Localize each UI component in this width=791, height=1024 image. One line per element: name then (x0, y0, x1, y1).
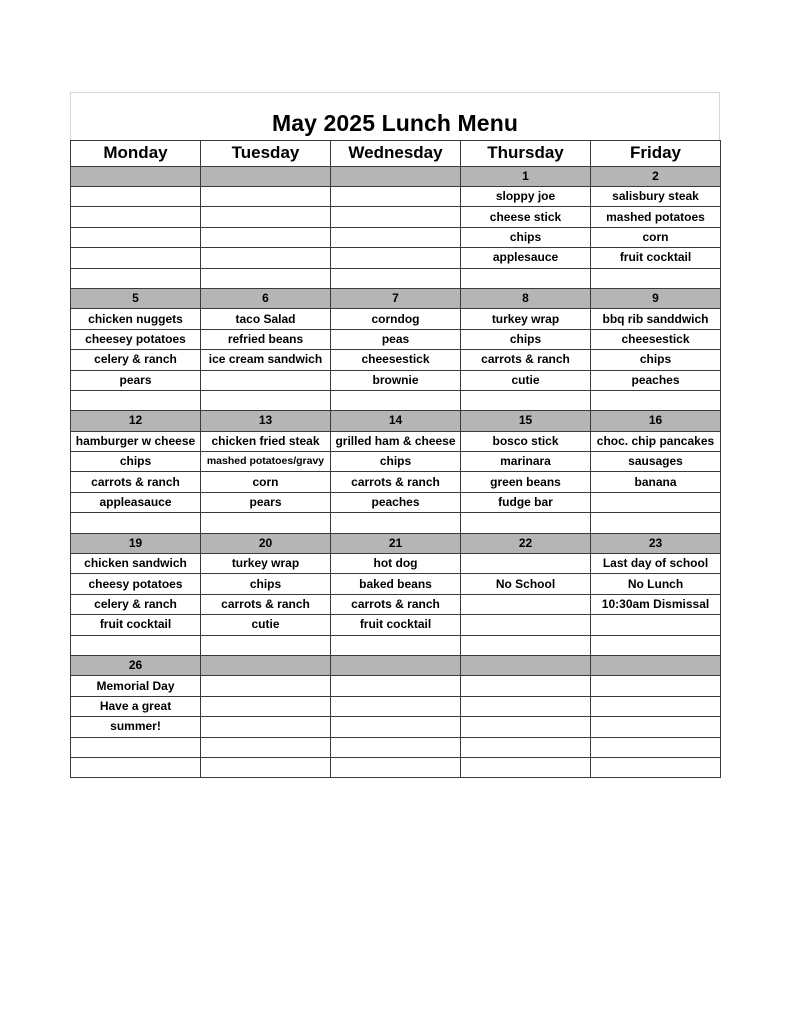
menu-item-cell-wednesday (331, 390, 461, 410)
menu-item-cell-thursday: cheese stick (461, 207, 591, 227)
date-cell-wednesday: 21 (331, 533, 461, 553)
menu-item-row (71, 227, 721, 247)
day-header-thursday: Thursday (461, 141, 591, 167)
menu-item-cell-monday: chips (71, 452, 201, 472)
menu-item-cell-monday: Have a great (71, 696, 201, 716)
menu-item-cell-monday: Memorial Day (71, 676, 201, 696)
menu-item-cell-tuesday: chips (201, 574, 331, 594)
menu-item-cell-thursday (461, 554, 591, 574)
menu-item-row (71, 186, 721, 206)
menu-item-row (71, 452, 721, 472)
menu-item-cell-tuesday: ice cream sandwich (201, 350, 331, 370)
menu-item-cell-friday (591, 635, 721, 655)
menu-item-cell-friday (591, 615, 721, 635)
date-cell-monday: 12 (71, 411, 201, 431)
menu-item-cell-monday: hamburger w cheese (71, 431, 201, 451)
menu-item-row (71, 635, 721, 655)
date-cell-tuesday: 13 (201, 411, 331, 431)
menu-item-cell-monday: carrots & ranch (71, 472, 201, 492)
menu-item-cell-wednesday (331, 207, 461, 227)
date-row (71, 288, 721, 308)
day-header-wednesday: Wednesday (331, 141, 461, 167)
menu-item-cell-monday (71, 513, 201, 533)
menu-item-cell-wednesday (331, 696, 461, 716)
menu-item-cell-wednesday (331, 737, 461, 757)
menu-item-cell-friday (591, 492, 721, 512)
menu-item-cell-thursday: turkey wrap (461, 309, 591, 329)
menu-item-cell-friday: cheesestick (591, 329, 721, 349)
date-cell-wednesday (331, 655, 461, 675)
menu-item-cell-tuesday (201, 757, 331, 777)
day-header-monday: Monday (71, 141, 201, 167)
menu-item-cell-wednesday (331, 268, 461, 288)
menu-item-cell-wednesday (331, 513, 461, 533)
menu-item-row (71, 717, 721, 737)
page-title: May 2025 Lunch Menu (271, 110, 519, 136)
menu-item-cell-tuesday: turkey wrap (201, 554, 331, 574)
menu-item-cell-thursday (461, 757, 591, 777)
menu-item-cell-monday: celery & ranch (71, 594, 201, 614)
menu-item-cell-monday: chicken sandwich (71, 554, 201, 574)
date-cell-friday: 16 (591, 411, 721, 431)
menu-item-cell-wednesday: cheesestick (331, 350, 461, 370)
menu-item-cell-thursday (461, 696, 591, 716)
menu-item-cell-friday (591, 676, 721, 696)
menu-item-cell-tuesday: carrots & ranch (201, 594, 331, 614)
menu-item-cell-friday: Last day of school (591, 554, 721, 574)
menu-item-cell-friday: sausages (591, 452, 721, 472)
menu-item-cell-thursday (461, 717, 591, 737)
menu-item-cell-friday: peaches (591, 370, 721, 390)
menu-item-cell-monday (71, 207, 201, 227)
menu-item-row (71, 390, 721, 410)
date-cell-friday: 23 (591, 533, 721, 553)
menu-item-cell-wednesday: corndog (331, 309, 461, 329)
menu-item-cell-thursday: green beans (461, 472, 591, 492)
menu-item-row (71, 370, 721, 390)
menu-sheet (70, 92, 720, 778)
date-cell-thursday: 1 (461, 166, 591, 186)
menu-item-cell-wednesday: carrots & ranch (331, 594, 461, 614)
menu-item-cell-monday: cheesey potatoes (71, 329, 201, 349)
menu-item-cell-friday: No Lunch (591, 574, 721, 594)
menu-item-cell-thursday: cutie (461, 370, 591, 390)
menu-item-cell-monday (71, 268, 201, 288)
menu-item-row (71, 268, 721, 288)
menu-item-cell-tuesday (201, 717, 331, 737)
menu-item-cell-tuesday: pears (201, 492, 331, 512)
menu-item-cell-tuesday (201, 248, 331, 268)
date-cell-thursday: 22 (461, 533, 591, 553)
menu-item-cell-tuesday (201, 370, 331, 390)
menu-item-row (71, 615, 721, 635)
menu-item-cell-thursday: applesauce (461, 248, 591, 268)
menu-item-cell-tuesday (201, 513, 331, 533)
date-cell-tuesday (201, 655, 331, 675)
day-header-row (71, 141, 721, 167)
menu-item-cell-tuesday: taco Salad (201, 309, 331, 329)
menu-item-row (71, 554, 721, 574)
menu-item-cell-wednesday: hot dog (331, 554, 461, 574)
date-cell-wednesday: 7 (331, 288, 461, 308)
menu-item-cell-tuesday: chicken fried steak (201, 431, 331, 451)
menu-item-cell-friday: 10:30am Dismissal (591, 594, 721, 614)
menu-item-cell-friday: chips (591, 350, 721, 370)
date-cell-wednesday: 14 (331, 411, 461, 431)
menu-item-cell-friday (591, 737, 721, 757)
date-cell-tuesday: 6 (201, 288, 331, 308)
date-cell-thursday: 8 (461, 288, 591, 308)
menu-item-row (71, 757, 721, 777)
menu-item-cell-thursday (461, 635, 591, 655)
menu-item-cell-wednesday (331, 248, 461, 268)
menu-item-cell-thursday: marinara (461, 452, 591, 472)
menu-item-cell-friday (591, 268, 721, 288)
menu-item-cell-monday: appleasauce (71, 492, 201, 512)
menu-item-cell-thursday: chips (461, 227, 591, 247)
date-row (71, 533, 721, 553)
menu-table (70, 140, 721, 778)
menu-item-cell-friday: corn (591, 227, 721, 247)
date-cell-thursday (461, 655, 591, 675)
menu-item-cell-wednesday (331, 227, 461, 247)
menu-item-cell-tuesday (201, 227, 331, 247)
menu-item-cell-monday: pears (71, 370, 201, 390)
menu-item-row (71, 329, 721, 349)
date-cell-thursday: 15 (461, 411, 591, 431)
date-row (71, 166, 721, 186)
menu-item-cell-monday (71, 186, 201, 206)
date-cell-friday (591, 655, 721, 675)
menu-item-cell-thursday: bosco stick (461, 431, 591, 451)
menu-item-cell-monday: cheesy potatoes (71, 574, 201, 594)
date-cell-monday: 19 (71, 533, 201, 553)
menu-item-row (71, 309, 721, 329)
menu-item-cell-wednesday: carrots & ranch (331, 472, 461, 492)
menu-item-cell-tuesday (201, 676, 331, 696)
menu-body (71, 166, 721, 778)
menu-item-cell-wednesday: baked beans (331, 574, 461, 594)
menu-item-cell-wednesday (331, 717, 461, 737)
menu-item-row (71, 696, 721, 716)
date-cell-monday: 5 (71, 288, 201, 308)
day-header-tuesday: Tuesday (201, 141, 331, 167)
menu-item-cell-thursday (461, 513, 591, 533)
menu-item-cell-tuesday (201, 696, 331, 716)
menu-item-cell-wednesday (331, 186, 461, 206)
menu-item-row (71, 492, 721, 512)
menu-item-row (71, 472, 721, 492)
menu-item-cell-tuesday: mashed potatoes/gravy (201, 452, 331, 472)
menu-item-row (71, 248, 721, 268)
menu-item-cell-monday (71, 227, 201, 247)
menu-item-cell-friday (591, 717, 721, 737)
menu-item-cell-tuesday (201, 186, 331, 206)
menu-item-cell-tuesday (201, 737, 331, 757)
menu-item-cell-friday: mashed potatoes (591, 207, 721, 227)
menu-item-cell-friday: choc. chip pancakes (591, 431, 721, 451)
menu-item-row (71, 431, 721, 451)
menu-item-cell-wednesday: peas (331, 329, 461, 349)
menu-item-cell-thursday (461, 615, 591, 635)
menu-item-cell-thursday (461, 390, 591, 410)
day-header-friday: Friday (591, 141, 721, 167)
menu-item-row (71, 574, 721, 594)
date-cell-tuesday (201, 166, 331, 186)
menu-item-cell-wednesday: chips (331, 452, 461, 472)
menu-item-cell-friday (591, 390, 721, 410)
menu-item-cell-friday: salisbury steak (591, 186, 721, 206)
date-row (71, 411, 721, 431)
menu-item-row (71, 594, 721, 614)
menu-item-cell-thursday: chips (461, 329, 591, 349)
date-cell-friday: 9 (591, 288, 721, 308)
date-cell-friday: 2 (591, 166, 721, 186)
date-cell-tuesday: 20 (201, 533, 331, 553)
menu-item-cell-tuesday: cutie (201, 615, 331, 635)
menu-item-cell-monday: chicken nuggets (71, 309, 201, 329)
menu-item-cell-wednesday (331, 635, 461, 655)
menu-item-cell-wednesday: fruit cocktail (331, 615, 461, 635)
menu-item-cell-monday (71, 635, 201, 655)
menu-item-cell-wednesday (331, 757, 461, 777)
menu-item-cell-monday: celery & ranch (71, 350, 201, 370)
menu-item-cell-tuesday (201, 207, 331, 227)
menu-item-cell-friday (591, 513, 721, 533)
menu-item-cell-thursday: carrots & ranch (461, 350, 591, 370)
menu-item-cell-tuesday (201, 390, 331, 410)
menu-item-cell-monday (71, 248, 201, 268)
menu-item-row (71, 207, 721, 227)
menu-item-cell-thursday (461, 676, 591, 696)
menu-item-cell-friday (591, 696, 721, 716)
menu-item-cell-thursday: sloppy joe (461, 186, 591, 206)
menu-item-cell-monday (71, 390, 201, 410)
menu-item-cell-thursday: No School (461, 574, 591, 594)
menu-item-cell-thursday (461, 594, 591, 614)
menu-item-cell-monday (71, 757, 201, 777)
title-box (70, 92, 720, 140)
menu-item-cell-friday: bbq rib sanddwich (591, 309, 721, 329)
menu-item-cell-friday: banana (591, 472, 721, 492)
menu-item-cell-tuesday (201, 268, 331, 288)
menu-item-cell-thursday: fudge bar (461, 492, 591, 512)
menu-item-cell-wednesday: grilled ham & cheese (331, 431, 461, 451)
menu-item-row (71, 737, 721, 757)
menu-item-cell-tuesday: corn (201, 472, 331, 492)
menu-item-cell-wednesday: peaches (331, 492, 461, 512)
menu-item-row (71, 676, 721, 696)
menu-item-cell-friday (591, 757, 721, 777)
menu-item-cell-monday (71, 737, 201, 757)
menu-item-cell-tuesday (201, 635, 331, 655)
date-cell-monday: 26 (71, 655, 201, 675)
menu-item-cell-monday: fruit cocktail (71, 615, 201, 635)
menu-item-cell-thursday (461, 268, 591, 288)
menu-item-cell-thursday (461, 737, 591, 757)
menu-item-cell-monday: summer! (71, 717, 201, 737)
date-row (71, 655, 721, 675)
menu-item-row (71, 513, 721, 533)
date-cell-wednesday (331, 166, 461, 186)
menu-item-cell-tuesday: refried beans (201, 329, 331, 349)
menu-item-cell-wednesday: brownie (331, 370, 461, 390)
menu-item-cell-wednesday (331, 676, 461, 696)
date-cell-monday (71, 166, 201, 186)
menu-item-cell-friday: fruit cocktail (591, 248, 721, 268)
menu-item-row (71, 350, 721, 370)
